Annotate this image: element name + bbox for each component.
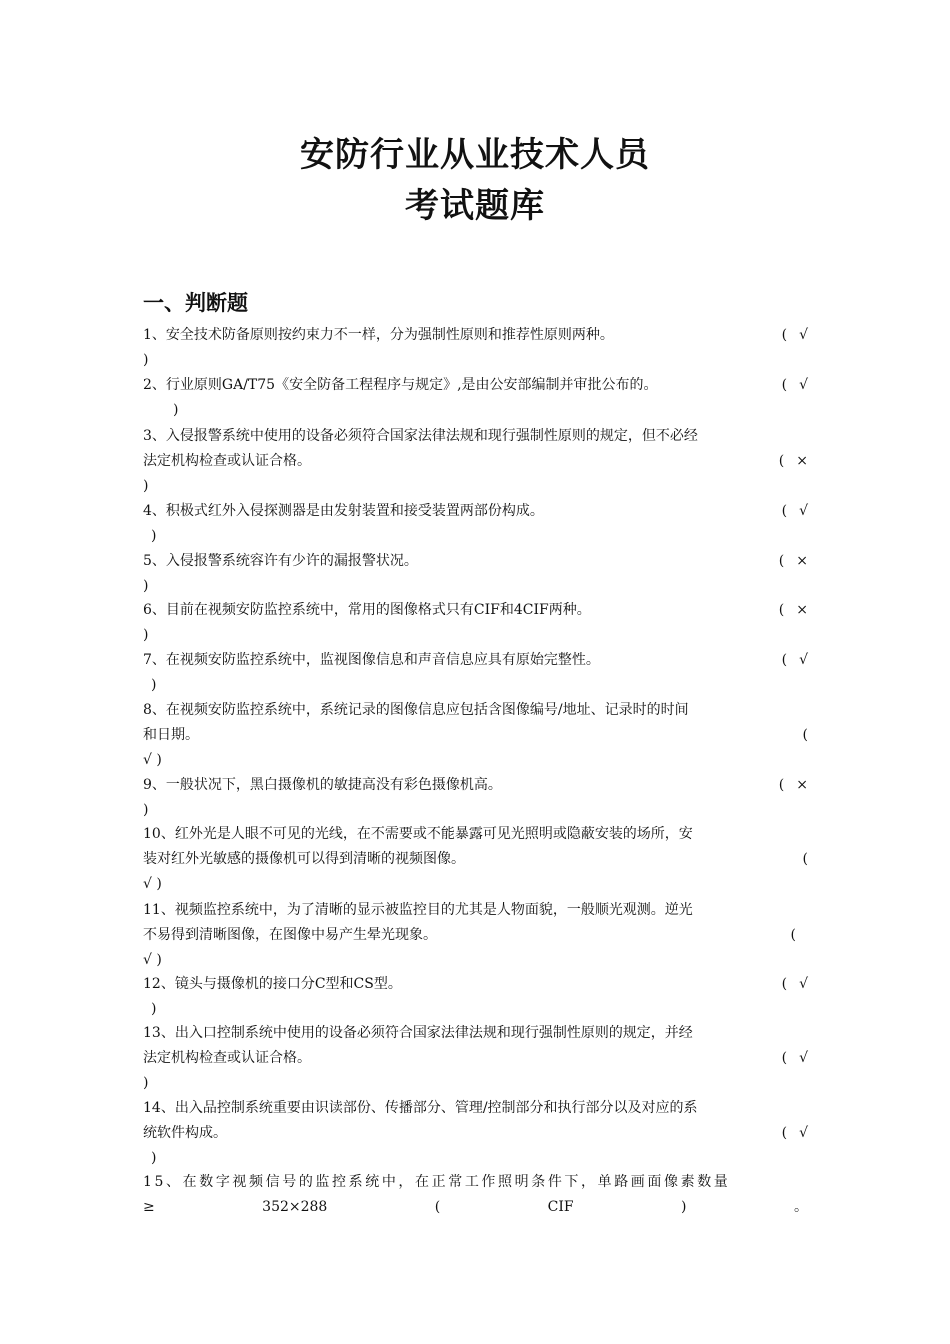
question-text: 12、镜头与摄像机的接口分C型和CS型。: [143, 976, 402, 992]
document-title-line2: 考试题库: [405, 186, 545, 226]
question-12: 12、镜头与摄像机的接口分C型和CS型。 ( √ ): [143, 972, 808, 1022]
question-text: 8、在视频安防监控系统中，系统记录的图像信息应包括含图像编号/地址、记录时的时间: [143, 702, 689, 718]
question-1: 1、安全技术防备原则按约束力不一样，分为强制性原则和推荐性原则两种。 ( √ ): [143, 323, 808, 373]
question-3: 3、入侵报警系统中使用的设备必须符合国家法律法规和现行强制性原则的规定，但不必经 法定机构检查或认证合格。 ( × ): [143, 428, 808, 494]
answer-mark: ( √: [781, 976, 808, 992]
answer-mark: ( ×: [778, 453, 808, 469]
question-14: 14、出入品控制系统重要由识读部份、传播部分、管理/控制部分和执行部分以及对应的系 统软件构成。 ( √ ): [143, 1100, 808, 1166]
answer-mark: √: [143, 876, 152, 892]
answer-mark: √: [143, 952, 152, 968]
question-2: 2、行业原则GA/T75《安全防备工程程序与规定》,是由公安部编制并审批公布的。 ( √ ): [143, 373, 808, 423]
question-15-fill-line: ≥ 352×288 ( CIF ) 。: [143, 1199, 808, 1215]
answer-open-paren: (: [802, 851, 808, 867]
question-5: 5、入侵报警系统容许有少许的漏报警状况。 ( × ): [143, 549, 808, 599]
section-heading: 一、判断题: [143, 291, 248, 315]
question-text: 14、出入品控制系统重要由识读部份、传播部分、管理/控制部分和执行部分以及对应的系: [143, 1100, 698, 1116]
question-text: 3、入侵报警系统中使用的设备必须符合国家法律法规和现行强制性原则的规定，但不必经: [143, 428, 698, 444]
answer-mark: ( ×: [778, 602, 808, 618]
question-text: 6、目前在视频安防监控系统中，常用的图像格式只有CIF和4CIF两种。: [143, 602, 591, 618]
question-9: 9、一般状况下，黑白摄像机的敏捷高没有彩色摄像机高。 ( × ): [143, 773, 808, 823]
document-title-line1: 安防行业从业技术人员: [300, 135, 650, 175]
question-6: 6、目前在视频安防监控系统中，常用的图像格式只有CIF和4CIF两种。 ( × ): [143, 598, 808, 648]
question-text: 7、在视频安防监控系统中，监视图像信息和声音信息应具有原始完整性。: [143, 652, 600, 668]
answer-mark: ( √: [781, 503, 808, 519]
question-text: 4、积极式红外入侵探测器是由发射装置和接受装置两部份构成。: [143, 503, 544, 519]
answer-mark: ( √: [781, 327, 808, 343]
question-10: 10、红外光是人眼不可见的光线，在不需要或不能暴露可见光照明或隐蔽安装的场所，安 装对红外光敏感的摄像机可以得到清晰的视频图像。 ( √ ): [143, 826, 808, 892]
answer-mark: √: [143, 752, 152, 768]
question-text: 9、一般状况下，黑白摄像机的敏捷高没有彩色摄像机高。: [143, 777, 502, 793]
answer-open-paren: (: [790, 927, 796, 943]
question-11: 11、视频监控系统中，为了清晰的显示被监控目的尤其是人物面貌，一般顺光观测。逆光 不易得到清晰图像，在图像中易产生晕光现象。 ( √ ): [143, 902, 796, 968]
answer-mark: ( √: [781, 377, 808, 393]
question-text: 15、在数字视频信号的监控系统中，在正常工作照明条件下，单路画面像素数量: [143, 1174, 731, 1190]
question-text: 1、安全技术防备原则按约束力不一样，分为强制性原则和推荐性原则两种。: [143, 327, 614, 343]
question-text: 11、视频监控系统中，为了清晰的显示被监控目的尤其是人物面貌，一般顺光观测。逆光: [143, 902, 693, 918]
answer-mark: ( √: [781, 1125, 808, 1141]
question-4: 4、积极式红外入侵探测器是由发射装置和接受装置两部份构成。 ( √ ): [143, 499, 808, 549]
question-13: 13、出入口控制系统中使用的设备必须符合国家法律法规和现行强制性原则的规定，并经 法定机构检查或认证合格。 ( √ ): [143, 1025, 808, 1091]
question-text: 2、行业原则GA/T75《安全防备工程程序与规定》,是由公安部编制并审批公布的。: [143, 377, 658, 393]
question-7: 7、在视频安防监控系统中，监视图像信息和声音信息应具有原始完整性。 ( √ ): [143, 648, 808, 698]
answer-mark: ( ×: [778, 553, 808, 569]
question-text: 10、红外光是人眼不可见的光线，在不需要或不能暴露可见光照明或隐蔽安装的场所，安: [143, 826, 693, 842]
answer-mark: ( ×: [778, 777, 808, 793]
question-15: [143, 1170, 808, 1220]
question-8: 8、在视频安防监控系统中，系统记录的图像信息应包括含图像编号/地址、记录时的时间 和日期。 ( √ ): [143, 702, 808, 768]
answer-mark: ( √: [781, 1050, 808, 1066]
question-text: 13、出入口控制系统中使用的设备必须符合国家法律法规和现行强制性原则的规定，并经: [143, 1025, 693, 1041]
answer-mark: ( √: [781, 652, 808, 668]
answer-open-paren: (: [802, 727, 808, 743]
question-text: 5、入侵报警系统容许有少许的漏报警状况。: [143, 553, 418, 569]
